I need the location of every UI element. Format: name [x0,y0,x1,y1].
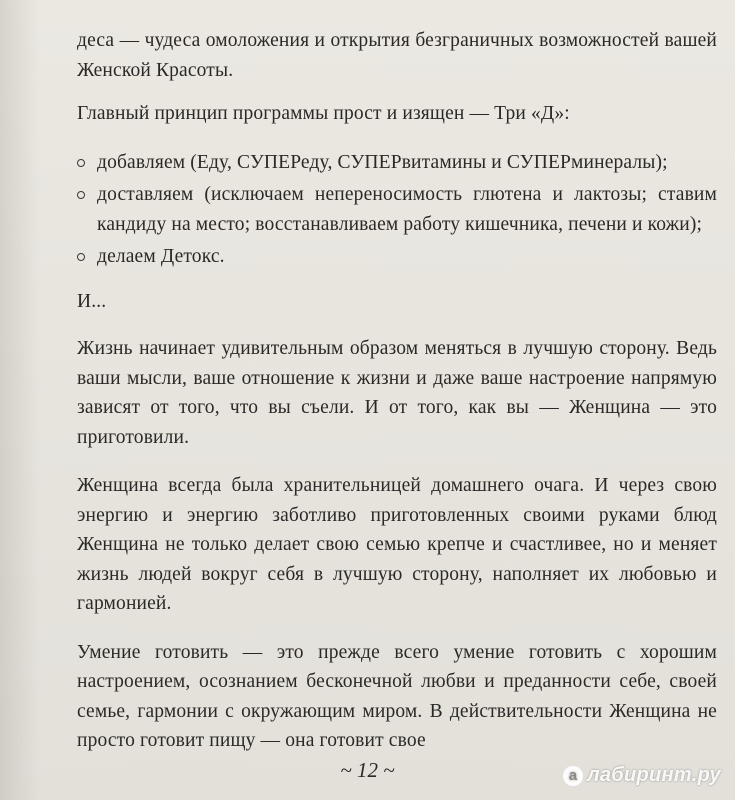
paragraph-5: Женщина всегда была хранительницей домашнего очага. И через свою энергию и энергию заботливо приготовленных своими руками блюд Женщина не только делает свою семью крепче и счастливее, но и меняет жизнь людей вокруг себя в лучшую сторону, наполняет их любовью и гармонией. [77,475,717,614]
list-item-text: добавляем (Еду, СУПЕРеду, СУПЕРвитамины и СУПЕРминералы); [97,151,668,173]
list-item [77,180,717,239]
paragraph-1: деса — чудеса омоложения и открытия безграничных возможностей вашей Женской Красоты. [77,30,717,81]
list-item [77,242,717,272]
bullet-circle-icon [77,159,85,167]
letter-a-icon: a [563,766,583,786]
paragraph-2: Главный принцип программы прост и изящен — Три «Д»: [77,103,570,124]
list-item [77,148,717,178]
watermark [563,764,721,787]
bullet-list [77,148,717,272]
bullet-circle-icon [77,253,85,261]
page-gutter-shadow [0,0,40,800]
page-number: ~ 12 ~ [340,758,395,782]
list-item-text: делаем Детокс. [97,246,225,267]
watermark-text: лабиринт.ру [587,764,721,786]
paragraph-6: Умение готовить — это прежде всего умение готовить с хорошим настроением, осознанием бесконечной любви и преданности себе, своей семье, гармонии с окружающим миром. В действительности Женщина не просто готовит пищу — она готовит свое [77,641,717,751]
page-body [77,26,717,775]
paragraph-3: И... [77,290,107,312]
bullet-circle-icon [77,191,85,199]
paragraph-4: Жизнь начинает удивительным образом меняться в лучшую сторону. Ведь ваши мысли, ваше отношение к жизни и даже ваше настроение напрямую зависят от того, что вы съели. И от того, как вы — Женщина — это приготовили. [77,338,717,448]
list-item-text: доставляем (исключаем непереносимость глютена и лактозы; ставим кандиду на место; восстанавливаем работу кишечника, печени и кожи); [97,184,717,235]
